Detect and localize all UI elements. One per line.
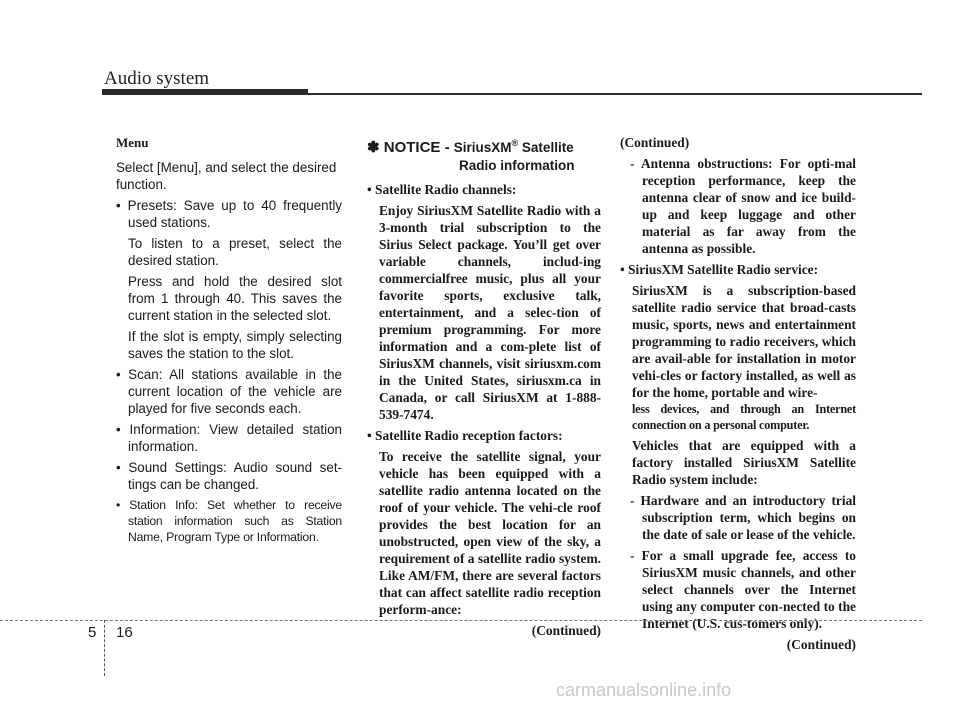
- service-body-1: SiriusXM is a subscription-based satellite radio service that broad-casts music, sports, news and entertainment programming to radio receivers, which are avail-able for installation in motor vehi-cles or factory installed, as well as for the home, portable and wire-: [632, 283, 856, 400]
- section-number: 5: [88, 624, 97, 641]
- notice-title-line2: Radio information: [459, 158, 575, 173]
- column-notice: [367, 134, 601, 639]
- continued-bottom: (Continued): [786, 637, 856, 652]
- hardware-item: - Hardware and an introductory trial subscription term, which begins on the date of sale or lease of the vehicle.: [630, 493, 856, 542]
- watermark: carmanualsonline.info: [556, 680, 732, 700]
- channels-body: Enjoy SiriusXM Satellite Radio with a 3-month trial subscription to the Sirius Select package. You’ll get over variable channels, includ-ing commercialfree music, plus all your favorite sports, exclusive talk, entertainment, and a selec-tion of premium programming. For more information and a com-plete list of SiriusXM channels, visit siriusxm.com in the United States, siriusxm.ca in Canada, or call SiriusXM at 1-888-539-7474.: [379, 203, 601, 422]
- menu-intro: Select [Menu], and select the desired function.: [116, 160, 337, 192]
- service-title: • SiriusXM Satellite Radio service:: [620, 262, 819, 277]
- notice-label: NOTICE -: [383, 139, 450, 156]
- header-rule-thin: [308, 93, 922, 95]
- notice-title-rest: Satellite: [518, 140, 574, 155]
- sound-settings-item: • Sound Settings: Audio sound set-tings can be changed.: [116, 460, 342, 492]
- service-body-2: less devices, and through an Internet connection on a personal computer.: [632, 402, 856, 432]
- station-info-item: • Station Info: Set whether to receive station information such as Station Name, Program Type or Information.: [116, 498, 342, 544]
- continued-label: (Continued): [531, 623, 601, 638]
- upgrade-item: - For a small upgrade fee, access to SiriusXM music channels, and other select channels over the Internet using any computer con-nected to the Internet (U.S. cus-tomers only).: [630, 548, 856, 631]
- notice-brand: SiriusXM: [453, 140, 512, 155]
- presets-save: Press and hold the desired slot from 1 through 40. This saves the current station in the selected slot.: [128, 274, 342, 323]
- presets-item: • Presets: Save up to 40 frequently used stations.: [116, 198, 342, 230]
- footer-rule: [0, 620, 922, 621]
- page-number: 16: [116, 624, 133, 641]
- scan-item: • Scan: All stations available in the current location of the vehicle are played for five seconds each.: [116, 367, 342, 416]
- service-body-3: Vehicles that are equipped with a factory installed SiriusXM Satellite Radio system include:: [632, 438, 856, 487]
- reception-body: To receive the satellite signal, your vehicle has been equipped with a satellite radio antenna located on the roof of your vehicle. The vehi-cle roof provides the best location for an unobstructed, open view of the sky, a requirement of a satellite radio system. Like AM/FM, there are several factors that can affect satellite radio reception perform-ance:: [379, 449, 601, 617]
- page-number-separator: [104, 620, 105, 676]
- registered-mark: ®: [511, 138, 519, 148]
- column-continued: [620, 134, 856, 653]
- column-menu: [116, 134, 342, 549]
- presets-listen: To listen to a preset, select the desired station.: [128, 236, 342, 268]
- continued-top: (Continued): [620, 135, 690, 150]
- header-title: Audio system: [104, 68, 210, 89]
- information-item: • Information: View detailed station information.: [116, 422, 342, 454]
- header-rule-thick: [102, 89, 308, 95]
- antenna-item: - Antenna obstructions: For opti-mal reception performance, keep the antenna clear of snow and ice build-up and keep luggage and other material as far away from the antenna as possible.: [630, 156, 856, 256]
- reception-title: • Satellite Radio reception factors:: [367, 428, 563, 443]
- notice-title: [367, 134, 601, 175]
- menu-heading: Menu: [116, 135, 149, 150]
- presets-empty: If the slot is empty, simply selecting saves the station to the slot.: [128, 329, 342, 361]
- notice-star-icon: ✽: [367, 139, 380, 156]
- channels-title: • Satellite Radio channels:: [367, 182, 517, 197]
